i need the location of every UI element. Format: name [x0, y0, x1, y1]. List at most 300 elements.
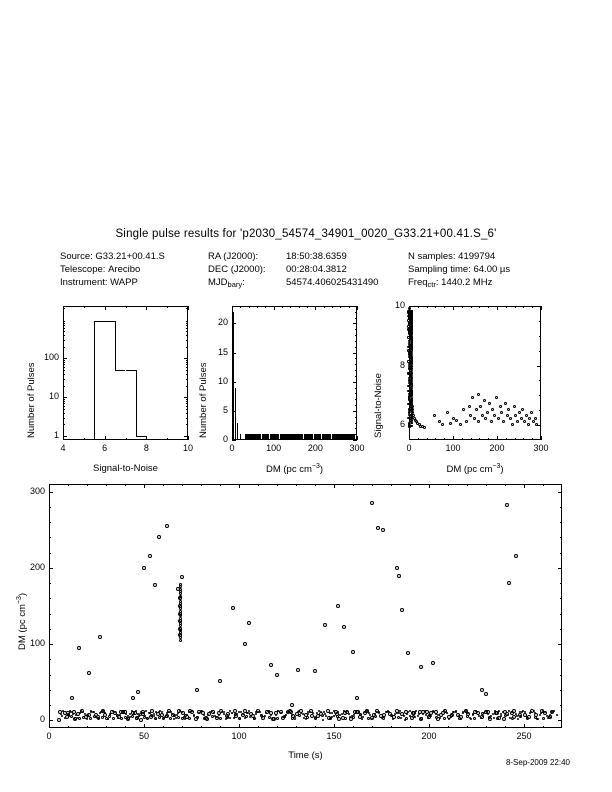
- y-tick-minor: [49, 553, 51, 554]
- x-tick-minor: [444, 438, 445, 440]
- y-tick-minor: [63, 379, 65, 380]
- data-point: [367, 717, 370, 720]
- y-tick-minor: [560, 659, 562, 660]
- y-tick-minor: [63, 374, 65, 375]
- data-point: [423, 426, 426, 429]
- y-tick: [558, 568, 562, 569]
- data-point: [124, 716, 127, 719]
- y-tick-minor: [560, 598, 562, 599]
- data-point: [342, 625, 346, 629]
- y-tick-minor: [63, 401, 65, 402]
- x-tick: [453, 436, 454, 440]
- x-tick-minor: [435, 438, 436, 440]
- data-point: [98, 635, 102, 639]
- data-point: [449, 422, 452, 425]
- page-title: Single pulse results for 'p2030_54574_34901_0020_G33.21+00.41.S_6': [115, 228, 497, 240]
- x-tick-minor: [182, 726, 183, 728]
- data-point: [459, 423, 462, 426]
- x-tick-minor: [126, 306, 127, 308]
- x-tick-minor: [290, 306, 291, 308]
- data-point: [74, 717, 77, 720]
- data-point: [513, 405, 516, 408]
- x-tick-label: 6: [102, 443, 108, 453]
- data-point: [504, 714, 507, 717]
- y-tick-minor: [186, 424, 188, 425]
- y-tick-minor: [355, 417, 357, 418]
- axis-label-x: Time (s): [288, 750, 323, 761]
- x-tick-minor: [353, 726, 354, 728]
- x-tick-minor: [296, 726, 297, 728]
- x-tick-minor: [167, 438, 168, 440]
- x-tick-minor: [515, 306, 516, 308]
- data-point: [169, 717, 172, 720]
- histogram-step: [146, 436, 147, 440]
- histogram-step: [126, 370, 136, 371]
- y-tick-label: 5: [222, 404, 228, 415]
- data-point: [507, 581, 511, 585]
- y-tick-minor: [539, 395, 541, 396]
- x-tick: [357, 436, 358, 440]
- y-tick-minor: [49, 537, 51, 538]
- data-point: [196, 716, 199, 719]
- x-tick-minor: [471, 438, 472, 440]
- y-tick: [558, 644, 562, 645]
- y-tick-minor: [49, 507, 51, 508]
- x-tick: [497, 436, 498, 440]
- y-tick-minor: [186, 328, 188, 329]
- y-tick-minor: [63, 370, 65, 371]
- x-tick-minor: [315, 484, 316, 486]
- metadata-column-observation: [408, 250, 510, 291]
- x-tick-minor: [532, 306, 533, 308]
- x-tick: [232, 306, 233, 310]
- data-point: [179, 600, 182, 603]
- y-tick: [232, 440, 236, 441]
- x-tick: [188, 306, 189, 310]
- x-tick-minor: [349, 306, 350, 308]
- metadata-row: RA (J2000): 18:50:38.6359: [208, 251, 347, 262]
- data-point: [226, 716, 229, 719]
- y-tick: [353, 323, 357, 324]
- data-point: [477, 393, 480, 396]
- data-point: [527, 423, 530, 426]
- x-tick-minor: [282, 306, 283, 308]
- data-point: [179, 583, 182, 586]
- x-tick: [105, 436, 106, 440]
- y-tick-minor: [63, 323, 65, 324]
- data-point: [376, 526, 380, 530]
- metadata-row: Freq$_{ctr}$: 1440.2 MHz: [408, 277, 493, 289]
- plot-frame: [232, 306, 357, 440]
- data-point: [179, 639, 182, 642]
- x-tick-minor: [332, 306, 333, 308]
- data-point: [179, 627, 182, 630]
- y-tick-minor: [560, 537, 562, 538]
- data-point: [314, 717, 317, 720]
- x-tick-minor: [299, 306, 300, 308]
- data-point: [153, 713, 155, 715]
- x-tick-minor: [163, 726, 164, 728]
- y-tick-minor: [186, 374, 188, 375]
- data-point: [534, 716, 537, 719]
- axis-label-x: Signal-to-Noise: [93, 463, 158, 474]
- y-tick-label: 100: [43, 352, 59, 363]
- data-point: [218, 679, 222, 683]
- data-point: [344, 717, 347, 720]
- histogram-bar: [237, 423, 238, 440]
- x-tick-minor: [372, 484, 373, 486]
- data-point: [480, 717, 482, 719]
- data-point: [211, 715, 214, 718]
- x-tick-minor: [315, 726, 316, 728]
- y-tick-minor: [355, 347, 357, 348]
- x-tick-minor: [391, 726, 392, 728]
- data-point: [371, 718, 373, 720]
- data-point: [219, 717, 222, 720]
- data-point: [320, 711, 322, 713]
- data-point: [143, 716, 146, 719]
- data-point: [173, 714, 176, 717]
- x-tick-minor: [448, 484, 449, 486]
- y-tick-minor: [63, 308, 65, 309]
- data-point: [405, 717, 408, 720]
- data-point: [89, 717, 92, 720]
- x-tick-minor: [125, 726, 126, 728]
- y-tick-minor: [539, 336, 541, 337]
- x-tick-minor: [418, 438, 419, 440]
- y-tick-minor: [186, 367, 188, 368]
- data-point: [203, 714, 205, 716]
- data-point: [348, 713, 350, 715]
- y-tick-minor: [539, 321, 541, 322]
- y-tick-minor: [63, 321, 65, 322]
- y-tick-minor: [355, 388, 357, 389]
- y-tick-minor: [355, 376, 357, 377]
- x-tick: [146, 306, 147, 310]
- data-point: [411, 321, 414, 324]
- data-point: [243, 642, 247, 646]
- y-tick-label: 0: [222, 434, 228, 444]
- y-tick-minor: [355, 399, 357, 400]
- y-tick-minor: [63, 418, 65, 419]
- x-tick: [334, 484, 335, 488]
- axis-label-y: Number of Pulses: [198, 362, 209, 438]
- y-tick-minor: [355, 358, 357, 359]
- y-tick-label: 6: [399, 419, 405, 430]
- x-tick-minor: [372, 726, 373, 728]
- x-tick-label: 100: [266, 443, 282, 453]
- y-tick: [63, 436, 67, 437]
- histogram-step: [115, 321, 116, 370]
- x-tick: [239, 724, 240, 728]
- data-point: [351, 650, 355, 654]
- y-tick: [558, 720, 562, 721]
- x-tick: [524, 484, 525, 488]
- data-point: [247, 621, 251, 625]
- data-point: [411, 325, 414, 328]
- data-point: [105, 717, 108, 720]
- metadata-row: Source: G33.21+00.41.S: [60, 251, 165, 262]
- data-point: [409, 369, 412, 372]
- x-tick-minor: [479, 306, 480, 308]
- x-tick: [497, 306, 498, 310]
- x-tick-minor: [240, 306, 241, 308]
- x-tick-label: 250: [516, 731, 532, 741]
- x-tick-minor: [126, 438, 127, 440]
- x-tick: [429, 724, 430, 728]
- data-point: [135, 717, 138, 720]
- x-tick-label: 0: [406, 443, 412, 453]
- y-tick-minor: [539, 351, 541, 352]
- y-tick-minor: [63, 340, 65, 341]
- x-tick-minor: [506, 438, 507, 440]
- data-point: [493, 717, 495, 719]
- y-tick: [49, 568, 53, 569]
- x-tick-minor: [444, 306, 445, 308]
- data-point: [352, 716, 355, 719]
- y-tick-minor: [49, 614, 51, 615]
- metadata-row: Instrument: WAPP: [60, 277, 138, 288]
- metadata-row: $MJD_{bary}$: 54574.406025431490: [208, 277, 379, 289]
- x-tick: [524, 724, 525, 728]
- x-tick-label: 10: [182, 443, 193, 453]
- axis-label-x: DM (pc $cm^{-3}$): [446, 463, 504, 476]
- y-tick-label: 200: [29, 561, 45, 572]
- data-point: [519, 715, 522, 718]
- histogram-step: [94, 321, 104, 322]
- data-point: [184, 718, 186, 720]
- data-point: [158, 716, 161, 719]
- y-tick-minor: [186, 331, 188, 332]
- data-point: [331, 712, 333, 714]
- x-tick: [453, 306, 454, 310]
- y-tick-minor: [49, 522, 51, 523]
- data-point: [82, 716, 85, 719]
- data-point: [101, 716, 104, 719]
- x-tick-minor: [462, 306, 463, 308]
- x-tick-minor: [506, 306, 507, 308]
- y-tick: [49, 720, 53, 721]
- data-point: [409, 361, 412, 364]
- x-tick-minor: [410, 484, 411, 486]
- x-tick-label: 50: [138, 731, 149, 741]
- x-tick-minor: [515, 438, 516, 440]
- x-tick: [274, 306, 275, 310]
- x-tick-minor: [391, 484, 392, 486]
- y-tick-minor: [355, 423, 357, 424]
- x-tick-minor: [505, 484, 506, 486]
- data-point: [355, 696, 359, 700]
- histogram-step: [94, 321, 95, 440]
- x-tick-label: 100: [231, 731, 247, 741]
- x-tick-minor: [435, 306, 436, 308]
- y-tick-label: 20: [217, 317, 228, 328]
- x-tick: [49, 724, 50, 728]
- y-tick-minor: [49, 598, 51, 599]
- y-tick-minor: [186, 418, 188, 419]
- data-point: [131, 696, 135, 700]
- y-tick-minor: [63, 399, 65, 400]
- x-tick-minor: [257, 306, 258, 308]
- y-tick-minor: [49, 583, 51, 584]
- y-tick-minor: [560, 629, 562, 630]
- x-tick-minor: [163, 484, 164, 486]
- y-tick-minor: [355, 370, 357, 371]
- x-tick-label: 200: [489, 443, 505, 453]
- data-point: [417, 715, 419, 717]
- y-tick-minor: [49, 705, 51, 706]
- y-tick-label: 15: [217, 346, 228, 357]
- y-tick-minor: [186, 335, 188, 336]
- x-tick-minor: [296, 484, 297, 486]
- x-tick-minor: [87, 484, 88, 486]
- data-point: [179, 605, 182, 608]
- y-tick-minor: [355, 405, 357, 406]
- axis-label-y: DM (pc $cm^{-3}$): [16, 592, 29, 650]
- y-tick-minor: [63, 409, 65, 410]
- data-point: [120, 717, 123, 720]
- y-tick-label: 300: [29, 485, 45, 496]
- data-point: [539, 714, 541, 716]
- x-tick-minor: [307, 306, 308, 308]
- data-point: [410, 356, 413, 359]
- data-point: [72, 710, 76, 714]
- x-tick-minor: [84, 306, 85, 308]
- y-tick-minor: [63, 347, 65, 348]
- x-tick-minor: [543, 726, 544, 728]
- y-tick-minor: [560, 553, 562, 554]
- histogram-step: [136, 370, 137, 436]
- x-tick-minor: [427, 306, 428, 308]
- y-tick: [49, 644, 53, 645]
- data-point: [234, 713, 237, 716]
- y-tick-label: 1: [53, 430, 59, 441]
- y-tick-minor: [63, 403, 65, 404]
- histogram-step: [136, 436, 146, 437]
- data-point: [142, 566, 146, 570]
- y-tick-minor: [63, 325, 65, 326]
- y-tick-minor: [186, 340, 188, 341]
- y-tick: [353, 411, 357, 412]
- x-tick-minor: [277, 726, 278, 728]
- x-tick-label: 0: [46, 731, 52, 741]
- x-tick-minor: [167, 306, 168, 308]
- y-tick: [537, 306, 541, 307]
- y-tick-minor: [63, 424, 65, 425]
- x-tick-minor: [471, 306, 472, 308]
- data-point: [313, 669, 317, 673]
- x-tick-minor: [220, 484, 221, 486]
- data-point: [537, 718, 539, 720]
- data-point: [550, 710, 554, 714]
- y-tick-minor: [560, 507, 562, 508]
- data-point: [443, 717, 446, 720]
- footer-timestamp: 8-Sep-2009 22:40: [505, 758, 570, 767]
- y-tick-minor: [186, 362, 188, 363]
- y-tick-minor: [186, 399, 188, 400]
- data-point: [496, 717, 499, 720]
- data-point: [322, 719, 324, 721]
- data-point: [298, 714, 301, 717]
- histogram-step: [115, 370, 125, 371]
- y-tick-label: 10: [394, 300, 405, 310]
- x-tick-minor: [353, 484, 354, 486]
- x-tick-minor: [87, 726, 88, 728]
- y-tick: [558, 492, 562, 493]
- x-tick-minor: [125, 484, 126, 486]
- x-tick: [49, 484, 50, 488]
- data-point: [336, 604, 340, 608]
- x-tick-minor: [106, 484, 107, 486]
- y-tick-label: 10: [48, 391, 59, 402]
- y-tick-minor: [63, 413, 65, 414]
- y-tick-minor: [49, 675, 51, 676]
- y-tick-minor: [186, 360, 188, 361]
- x-tick-label: 300: [349, 443, 365, 453]
- data-point: [506, 414, 509, 417]
- x-tick-minor: [410, 726, 411, 728]
- x-tick: [239, 484, 240, 488]
- data-point: [431, 661, 435, 665]
- data-point: [180, 575, 184, 579]
- data-point: [428, 714, 431, 717]
- data-point: [407, 417, 410, 420]
- axis-label-x: DM (pc $cm^{-3}$): [265, 463, 324, 476]
- x-tick-minor: [462, 438, 463, 440]
- data-point: [468, 405, 471, 408]
- data-point: [294, 718, 296, 720]
- y-tick-minor: [63, 328, 65, 329]
- data-point: [165, 524, 169, 528]
- histogram-bar: [235, 388, 236, 440]
- x-tick-minor: [467, 484, 468, 486]
- x-tick: [409, 436, 410, 440]
- x-tick-label: 150: [326, 731, 342, 741]
- x-tick-minor: [523, 306, 524, 308]
- data-point: [117, 717, 119, 719]
- x-tick: [541, 306, 542, 310]
- y-tick: [353, 382, 357, 383]
- y-tick-label: 8: [399, 359, 405, 370]
- y-tick-minor: [186, 364, 188, 365]
- axis-label-y: Signal-to-Noise: [373, 373, 384, 438]
- data-point: [70, 696, 74, 700]
- y-tick-minor: [63, 367, 65, 368]
- y-tick: [353, 440, 357, 441]
- data-point: [511, 423, 514, 426]
- axis-label-y: Number of Pulses: [26, 362, 37, 438]
- y-tick-minor: [63, 331, 65, 332]
- y-tick-label: 10: [217, 375, 228, 386]
- data-point: [179, 634, 182, 637]
- x-tick-minor: [258, 484, 259, 486]
- y-tick-minor: [63, 364, 65, 365]
- data-point: [446, 411, 449, 414]
- x-tick: [541, 436, 542, 440]
- data-point: [397, 716, 400, 719]
- data-point: [296, 668, 300, 672]
- histogram-step: [105, 321, 115, 322]
- data-point: [67, 713, 70, 716]
- data-point: [466, 715, 469, 718]
- y-tick-minor: [560, 614, 562, 615]
- y-tick: [353, 353, 357, 354]
- y-tick-minor: [63, 406, 65, 407]
- data-point: [520, 417, 523, 420]
- data-point: [396, 712, 398, 714]
- x-tick-minor: [488, 306, 489, 308]
- data-point: [268, 716, 271, 719]
